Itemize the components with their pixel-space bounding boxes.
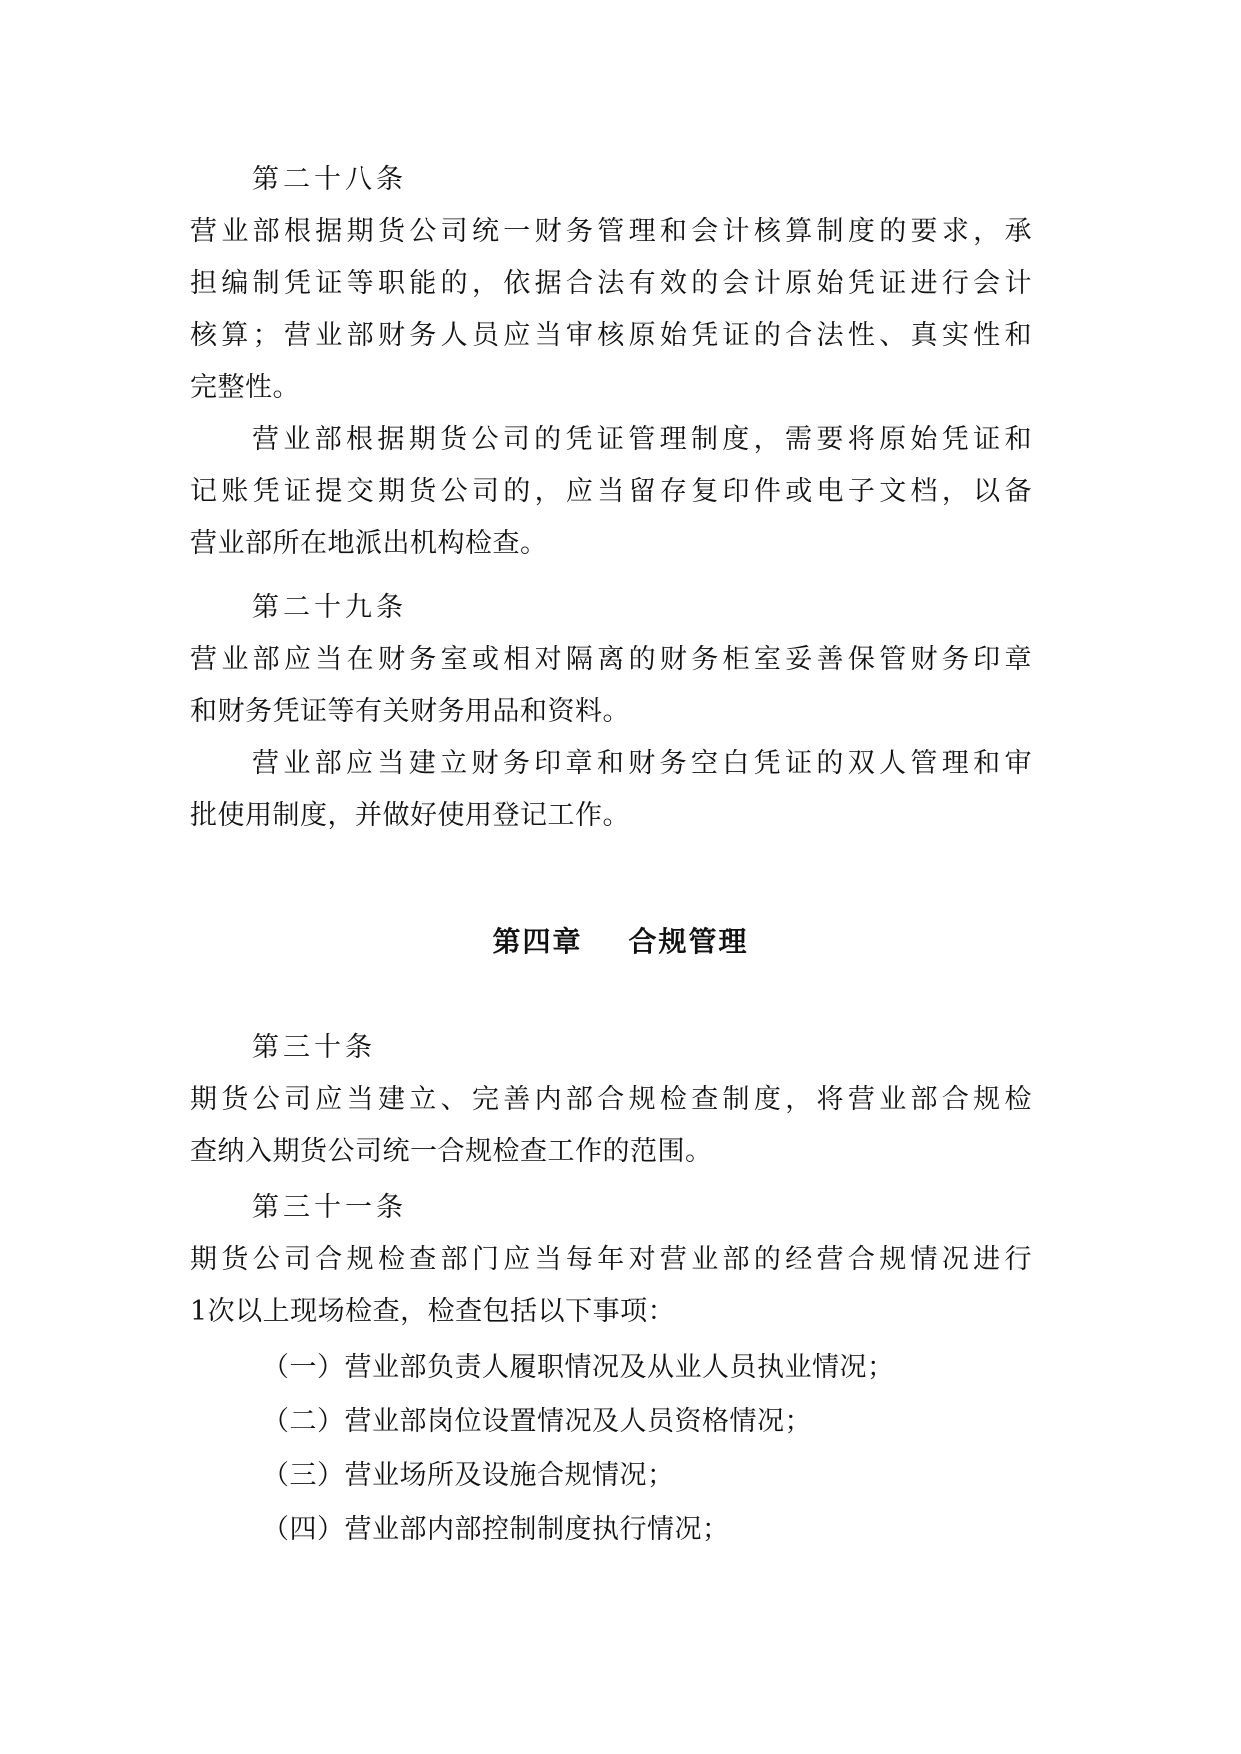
article-28-p2-line-1: 营业部根据期货公司的凭证管理制度，需要将原始凭证和 [252,424,1032,455]
article-28-p2-line-3: 营业部所在地派出机构检查。 [190,528,548,559]
article-31-item-4: （四）营业部内部控制制度执行情况； [262,1514,730,1545]
article-31-p1-line-2: 1次以上现场检查，检查包括以下事项： [190,1296,676,1327]
article-29-p1-line-1: 营业部应当在财务室或相对隔离的财务柜室妥善保管财务印章 [190,644,1032,675]
article-29-p2-line-2: 批使用制度，并做好使用登记工作。 [190,800,630,831]
article-31-item-3: （三）营业场所及设施合规情况； [262,1460,675,1491]
article-28-p1-line-4: 完整性。 [190,372,300,403]
article-31-p1-line-1: 期货公司合规检查部门应当每年对营业部的经营合规情况进行 [190,1244,1032,1275]
article-31-item-2: （二）营业部岗位设置情况及人员资格情况； [262,1406,812,1437]
article-29-p2-line-1: 营业部应当建立财务印章和财务空白凭证的双人管理和审 [252,748,1032,779]
article-28-p1-line-3: 核算；营业部财务人员应当审核原始凭证的合法性、真实性和 [190,320,1032,351]
article-28-p2-line-2: 记账凭证提交期货公司的，应当留存复印件或电子文档，以备 [190,476,1032,507]
chapter-number: 第四章 [492,925,583,958]
article-30-p1-line-1: 期货公司应当建立、完善内部合规检查制度，将营业部合规检 [190,1084,1032,1115]
chapter-title: 合规管理 [628,925,749,958]
article-28-p1-line-2: 担编制凭证等职能的，依据合法有效的会计原始凭证进行会计 [190,268,1032,299]
article-31-number: 第三十一条 [252,1192,407,1223]
article-29-number: 第二十九条 [252,592,407,623]
article-28-number: 第二十八条 [252,164,407,195]
article-28-p1-line-1: 营业部根据期货公司统一财务管理和会计核算制度的要求，承 [190,216,1032,247]
article-29-p1-line-2: 和财务凭证等有关财务用品和资料。 [190,696,630,727]
article-30-p1-line-2: 查纳入期货公司统一合规检查工作的范围。 [190,1136,713,1167]
chapter-heading [0,922,1241,962]
article-31-item-1: （一）营业部负责人履职情况及从业人员执业情况； [262,1352,895,1383]
article-30-number: 第三十条 [252,1032,376,1063]
